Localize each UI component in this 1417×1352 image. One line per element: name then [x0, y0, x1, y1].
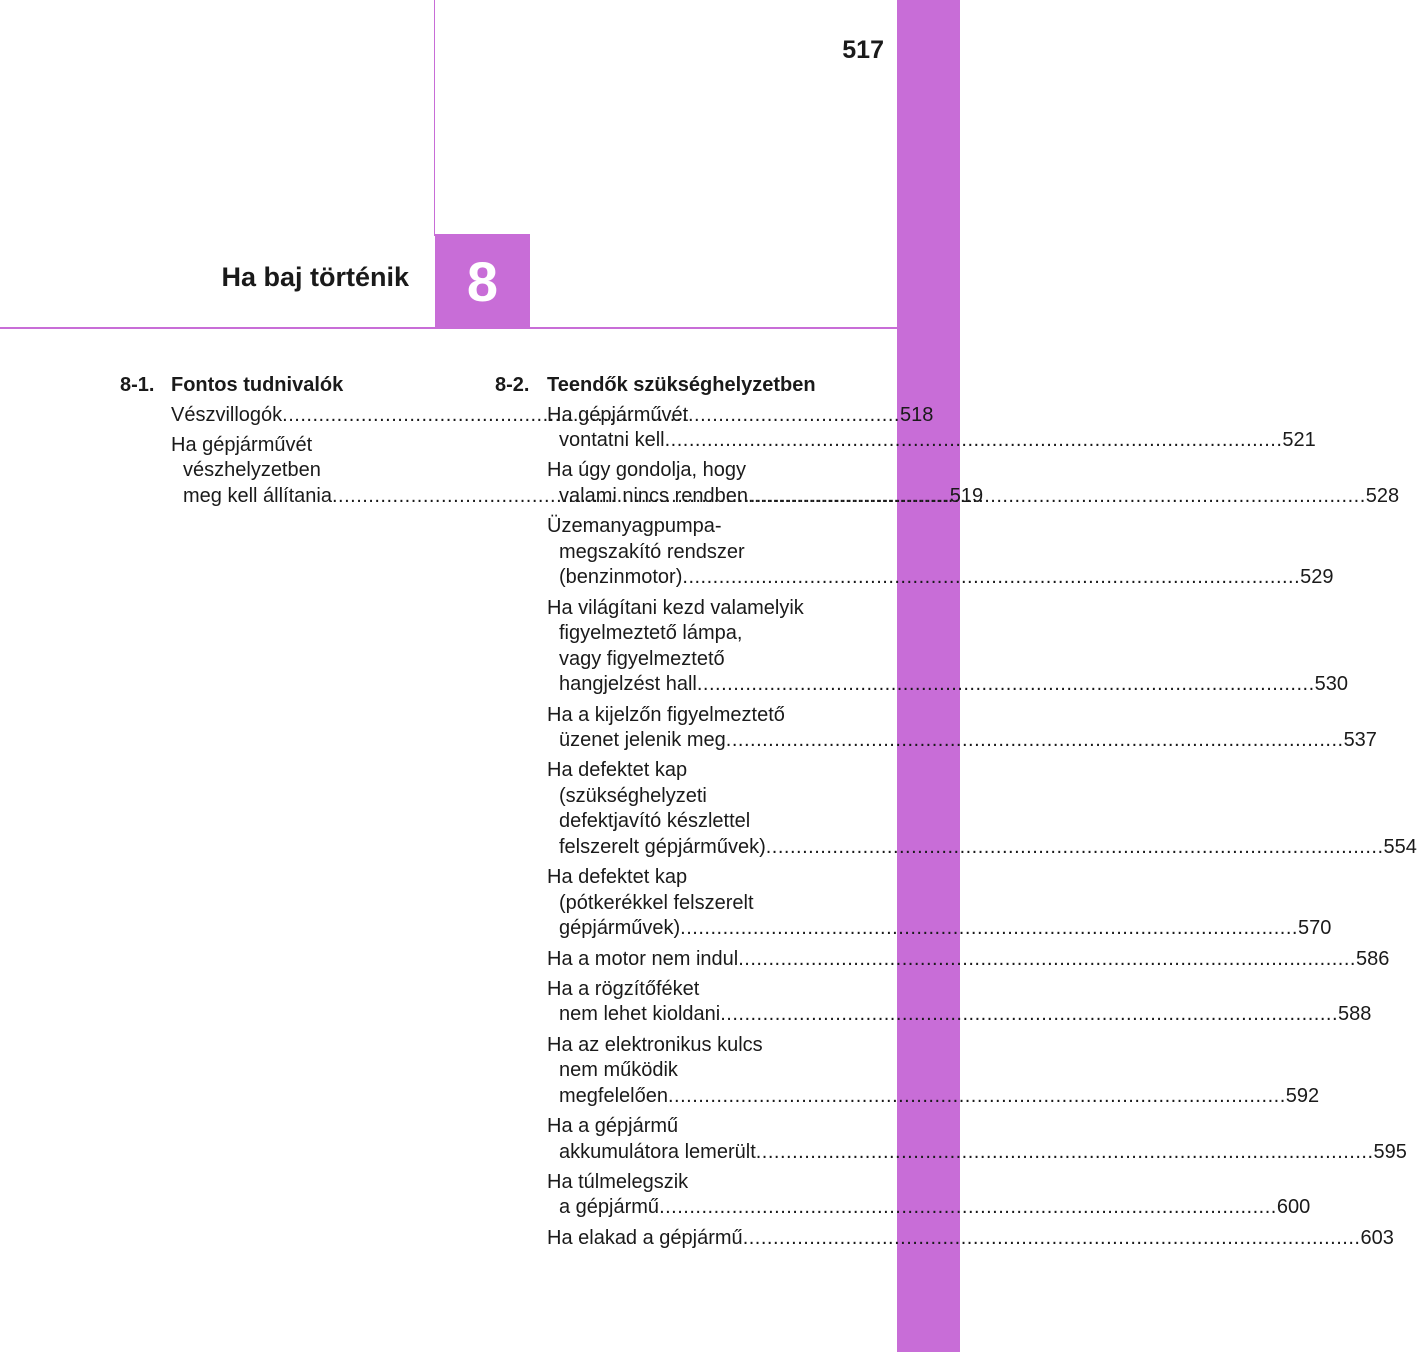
toc-entry-text: meg kell állítania — [183, 484, 332, 507]
section-heading — [120, 373, 461, 399]
toc-entry-text: valami nincs rendben — [559, 484, 748, 507]
toc-entry-last-line — [547, 916, 1332, 942]
toc-entry-text: Ha gépjárművét — [171, 433, 313, 456]
toc-entry[interactable] — [547, 977, 1372, 1028]
toc-entry[interactable] — [547, 1114, 1407, 1165]
toc-entry-text: vészhelyzetben — [183, 459, 321, 482]
toc-page-number: 537 — [1343, 729, 1377, 752]
toc-entry-text: Ha defektet kap — [547, 759, 688, 782]
toc-entry-last-line — [547, 1002, 1372, 1028]
toc-entry-text: Vészvillogók — [171, 403, 283, 426]
toc-entry-text: vagy figyelmeztető — [559, 647, 725, 670]
toc-leader-dots — [748, 485, 1366, 507]
toc-page-number: 570 — [1297, 917, 1332, 940]
section-title: Fontos tudnivalók — [171, 374, 344, 396]
toc-leader-dots — [743, 1227, 1361, 1249]
toc-leader-dots — [680, 917, 1298, 939]
toc-leader-dots — [682, 566, 1300, 588]
toc-entry-text: vontatni kell — [559, 429, 665, 452]
toc-entry-text: Ha a rögzítőféket — [547, 977, 700, 1000]
toc-entry-last-line — [547, 428, 1316, 454]
toc-entry-text: hangjelzést hall — [559, 673, 697, 696]
toc-entry-text: felszerelt gépjárművek) — [559, 836, 766, 859]
toc-entry-text: Ha világítani kezd valamelyik — [547, 596, 804, 619]
toc-entry-text: Ha a motor nem indul — [547, 947, 739, 970]
toc-entry[interactable] — [547, 514, 1334, 591]
toc-entry-text: üzenet jelenik meg — [559, 729, 726, 752]
toc-leader-dots — [668, 1085, 1286, 1107]
toc-entry-text: akkumulátora lemerült — [559, 1140, 756, 1163]
toc-entry[interactable] — [547, 947, 1390, 973]
toc-page-number: 529 — [1300, 566, 1334, 589]
toc-page-number: 600 — [1276, 1196, 1311, 1219]
toc-page-number: 530 — [1314, 673, 1349, 696]
section-number: 8-1. — [120, 374, 155, 396]
toc-entry-text: nem lehet kioldani — [559, 1003, 721, 1026]
toc-entry-text: (benzinmotor) — [559, 566, 683, 589]
toc-page-number: 528 — [1365, 484, 1400, 507]
section-number: 8-2. — [495, 374, 530, 396]
toc-entry-text: Ha elakad a gépjármű — [547, 1226, 743, 1249]
section-heading — [495, 373, 837, 399]
toc-entry-text: Üzemanyagpumpa- — [547, 515, 722, 538]
chapter-number: 8 — [466, 249, 499, 313]
toc-leader-dots — [766, 836, 1384, 858]
toc-entry-text: (szükséghelyzeti — [559, 784, 707, 807]
toc-entry-text: nem működik — [559, 1059, 678, 1082]
toc-entry-text: gépjárművek) — [559, 917, 681, 940]
toc-entry[interactable] — [547, 1033, 1320, 1110]
toc-page-number: 588 — [1338, 1003, 1372, 1026]
toc-entry-text: figyelmeztető lámpa, — [559, 622, 743, 645]
toc-entry-text: a gépjármű — [559, 1196, 660, 1219]
toc-leader-dots — [738, 948, 1356, 970]
toc-entry-last-line — [547, 565, 1334, 591]
header-vertical-rule — [434, 0, 435, 236]
toc-entry-last-line — [547, 835, 1417, 861]
toc-entry-last-line — [547, 1140, 1407, 1166]
toc-entry-text: megfelelően — [559, 1084, 668, 1107]
toc-page-number: 586 — [1355, 947, 1390, 970]
toc-page-number: 518 — [899, 403, 934, 426]
toc-page-number: 595 — [1373, 1140, 1407, 1163]
toc-entry[interactable] — [547, 703, 1377, 754]
toc-entry-text: Ha úgy gondolja, hogy — [547, 459, 747, 482]
toc-entry-last-line — [547, 728, 1377, 754]
toc-leader-dots — [726, 729, 1344, 751]
toc-leader-dots — [756, 1141, 1374, 1163]
toc-entry-text: megszakító rendszer — [559, 540, 745, 563]
toc-entry[interactable] — [547, 865, 1332, 942]
toc-entry-last-line — [547, 1226, 1394, 1252]
toc-entry-text: defektjavító készlettel — [559, 810, 751, 833]
toc-entry-last-line — [547, 672, 1349, 698]
toc-entry[interactable] — [547, 1170, 1311, 1221]
toc-entry-last-line — [547, 947, 1390, 973]
toc-entry-text: Ha a gépjármű — [547, 1114, 679, 1137]
toc-entry-text: Ha defektet kap — [547, 866, 688, 889]
page-number: 517 — [842, 36, 884, 64]
chapter-title: Ha baj történik — [221, 262, 409, 292]
toc-page-number: 519 — [949, 484, 984, 507]
toc-leader-dots — [659, 1196, 1277, 1218]
toc-entry-text: Ha a kijelzőn figyelmeztető — [547, 703, 785, 726]
toc-page-number: 592 — [1285, 1084, 1320, 1107]
toc-leader-dots — [697, 673, 1315, 695]
toc-entry[interactable] — [547, 1226, 1394, 1252]
toc-entry-text: Ha túlmelegszik — [547, 1170, 689, 1193]
toc-entry-last-line — [547, 1195, 1311, 1221]
toc-entry-text: (pótkerékkel felszerelt — [559, 891, 754, 914]
toc-leader-dots — [720, 1003, 1338, 1025]
toc-leader-dots — [665, 429, 1283, 451]
toc-entry[interactable] — [547, 596, 1349, 698]
toc-page-number: 603 — [1360, 1226, 1394, 1249]
toc-page-number: 521 — [1282, 429, 1316, 452]
chapter-number-box — [435, 234, 530, 328]
toc-entry-text: Ha az elektronikus kulcs — [547, 1033, 763, 1056]
toc-page-number: 554 — [1383, 836, 1417, 859]
toc-entry[interactable] — [547, 758, 1417, 860]
toc-entry-text: Ha gépjárművét — [547, 403, 689, 426]
toc-entry-last-line — [547, 1084, 1320, 1110]
section-title: Teendők szükséghelyzetben — [547, 374, 816, 396]
